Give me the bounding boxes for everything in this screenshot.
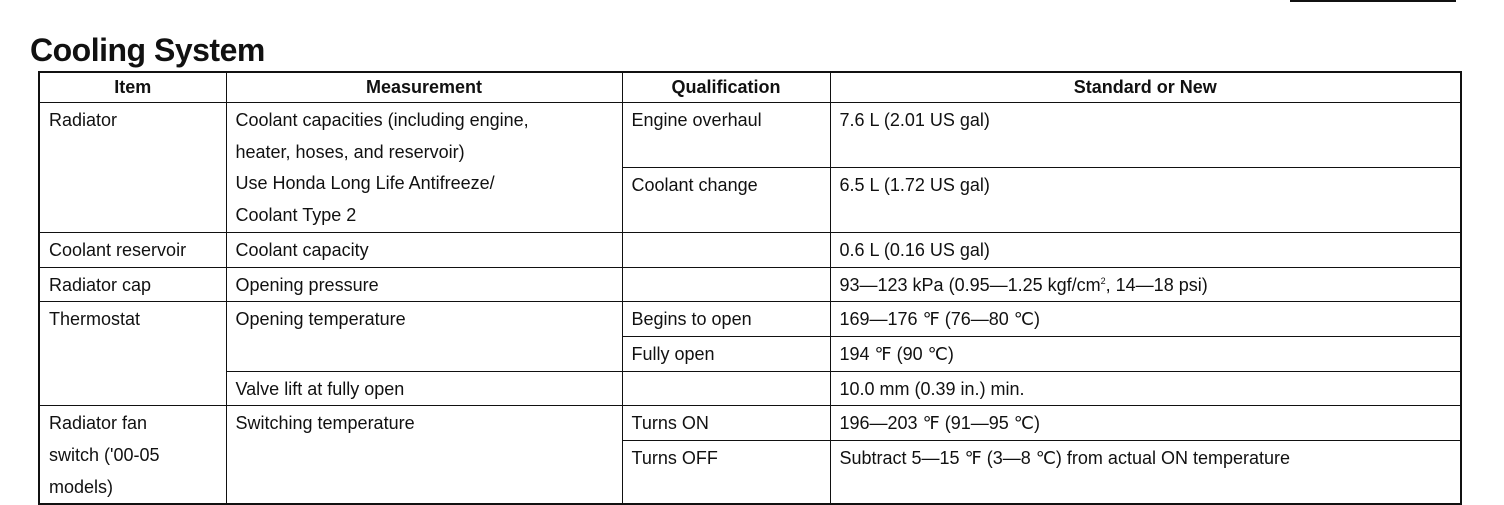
qualification-cell — [622, 302, 830, 337]
fan-switch-item-cell — [39, 406, 226, 505]
qualification-cell — [622, 371, 830, 406]
standard-cell — [830, 406, 1461, 441]
qualification-cell — [622, 336, 830, 371]
item-cell — [39, 232, 226, 267]
standard-value — [840, 270, 1461, 302]
measurement-line: Opening pressure — [235, 274, 379, 295]
thermostat-item-cell — [39, 302, 226, 406]
qualification-cell — [622, 103, 830, 168]
measurement-cell — [226, 406, 622, 505]
standard-value: 196—203 ℉ (91—95 ℃) — [839, 413, 1040, 434]
standard-value: Subtract 5—15 ℉ (3—8 ℃) from actual ON temperature — [839, 448, 1291, 469]
table-row — [39, 267, 1461, 302]
standard-value: 169—176 ℉ (76—80 ℃) — [839, 309, 1040, 330]
top-rule — [1290, 0, 1456, 2]
measurement-line: Coolant Type 2 — [235, 205, 357, 226]
measurement-line: heater, hoses, and reservoir) — [235, 141, 465, 162]
measurement-line: Coolant capacities (including engine, — [235, 110, 529, 130]
item-label: Radiator fan — [49, 413, 148, 434]
table-row — [39, 371, 1461, 406]
cooling-system-spec-table — [38, 71, 1462, 505]
qualification-value: Coolant change — [631, 174, 758, 195]
measurement-line: Use Honda Long Life Antifreeze/ — [235, 173, 495, 194]
qualification-cell — [622, 267, 830, 302]
header-measurement: Measurement — [226, 72, 622, 103]
standard-cell — [830, 371, 1461, 406]
qualification-value: Begins to open — [631, 309, 752, 330]
item-label: Radiator — [49, 110, 118, 130]
qualification-cell — [622, 232, 830, 267]
qualification-cell — [622, 441, 830, 505]
standard-cell — [830, 302, 1461, 337]
measurement-cell — [226, 371, 622, 406]
measurement-line: Valve lift at fully open — [235, 378, 405, 399]
standard-cell — [830, 336, 1461, 371]
superscript: 2 — [1100, 275, 1106, 286]
qualification-cell — [622, 406, 830, 441]
standard-value: 6.5 L (1.72 US gal) — [839, 174, 990, 195]
item-label: switch ('00-05 — [49, 445, 160, 466]
measurement-cell — [226, 267, 622, 302]
standard-value: 194 ℉ (90 ℃) — [839, 343, 954, 364]
table-row — [39, 406, 1461, 441]
standard-value: 0.6 L (0.16 US gal) — [839, 239, 990, 260]
standard-cell — [830, 167, 1461, 232]
table-row — [39, 302, 1461, 337]
standard-value: 10.0 mm (0.39 in.) min. — [839, 378, 1025, 399]
measurement-cell — [226, 302, 622, 371]
pressure-value: 93—123 kPa (0.95—1.25 kgf/cm — [839, 274, 1101, 295]
standard-cell — [830, 103, 1461, 168]
measurement-line: Opening temperature — [235, 309, 406, 330]
measurement-line: Coolant capacity — [235, 239, 369, 260]
table-row — [39, 103, 1461, 168]
table-row — [39, 232, 1461, 267]
item-label: Thermostat — [49, 309, 141, 330]
item-label: Radiator cap — [49, 274, 152, 295]
pressure-value-psi: , 14—18 psi) — [1105, 274, 1208, 295]
header-item: Item — [39, 72, 226, 103]
radiator-measurement-cell — [226, 103, 622, 233]
measurement-line: Switching temperature — [235, 413, 415, 434]
page-title: Cooling System — [30, 32, 265, 68]
qualification-cell — [622, 167, 830, 232]
radiator-item-cell — [39, 103, 226, 233]
standard-cell — [830, 441, 1461, 505]
standard-cell — [830, 232, 1461, 267]
item-label: models) — [49, 476, 114, 497]
item-label: Coolant reservoir — [49, 239, 187, 260]
qualification-value: Fully open — [631, 343, 715, 364]
header-standard: Standard or New — [830, 72, 1461, 103]
measurement-cell — [226, 232, 622, 267]
qualification-value: Turns OFF — [631, 448, 718, 469]
qualification-value: Turns ON — [631, 413, 709, 434]
table-header-row — [39, 72, 1461, 103]
item-cell — [39, 267, 226, 302]
standard-cell — [830, 267, 1461, 302]
header-qualification: Qualification — [622, 72, 830, 103]
standard-value: 7.6 L (2.01 US gal) — [839, 110, 990, 130]
qualification-value: Engine overhaul — [631, 110, 762, 130]
